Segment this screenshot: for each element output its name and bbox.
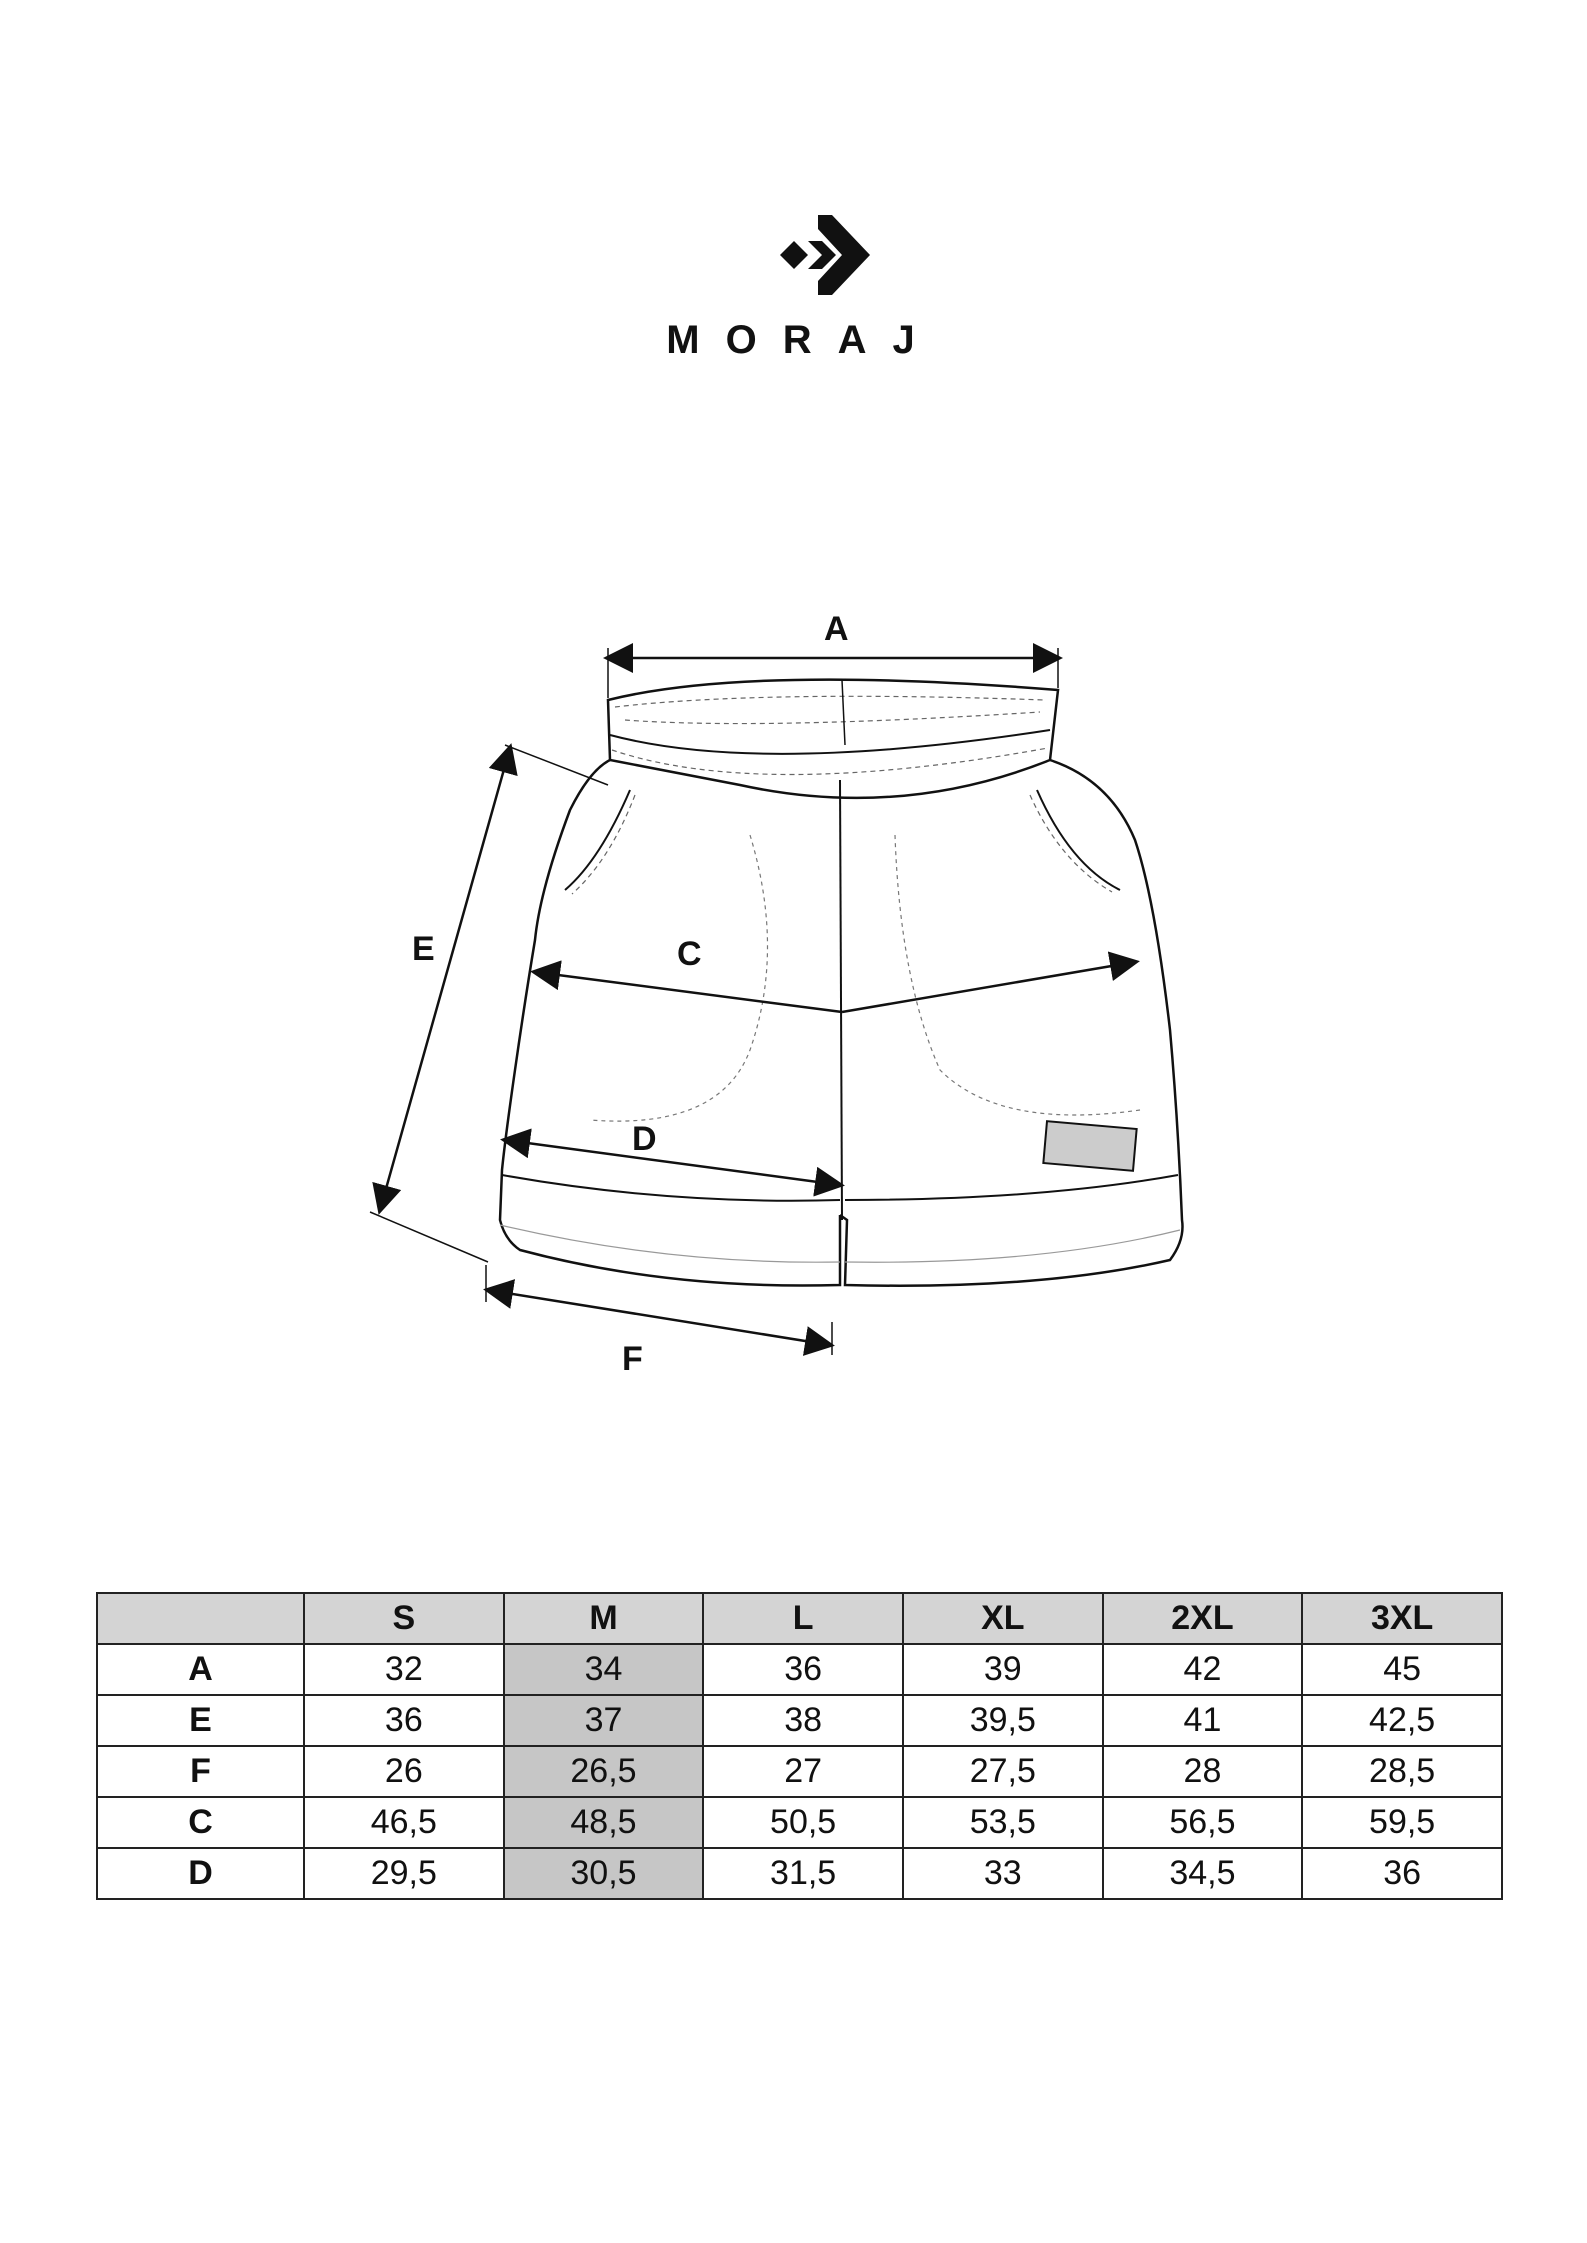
table-cell: 48,5 [504, 1797, 704, 1848]
table-cell: 50,5 [703, 1797, 903, 1848]
table-cell: 59,5 [1302, 1797, 1502, 1848]
table-cell: 39 [903, 1644, 1103, 1695]
header-cell-xl: XL [903, 1593, 1103, 1644]
brand-logo [0, 200, 1587, 380]
table-cell: 32 [304, 1644, 504, 1695]
measure-line-e [380, 748, 510, 1210]
table-cell: 28,5 [1302, 1746, 1502, 1797]
label-c: C [677, 935, 702, 973]
table-cell: 38 [703, 1695, 903, 1746]
table-row [97, 1848, 1502, 1899]
table-row [97, 1797, 1502, 1848]
row-label: E [97, 1695, 304, 1746]
table-cell: 53,5 [903, 1797, 1103, 1848]
table-cell: 33 [903, 1848, 1103, 1899]
table-cell: 26 [304, 1746, 504, 1797]
table-row [97, 1746, 1502, 1797]
row-label: A [97, 1644, 304, 1695]
label-f: F [622, 1340, 643, 1378]
row-label: C [97, 1797, 304, 1848]
table-row [97, 1695, 1502, 1746]
table-cell: 42,5 [1302, 1695, 1502, 1746]
size-table [96, 1592, 1503, 1900]
header-cell-l: L [703, 1593, 903, 1644]
measure-line-d [505, 1140, 840, 1185]
table-cell: 36 [703, 1644, 903, 1695]
table-cell: 28 [1103, 1746, 1303, 1797]
patch-label [1043, 1121, 1136, 1171]
table-cell: 34,5 [1103, 1848, 1303, 1899]
table-cell: 31,5 [703, 1848, 903, 1899]
table-cell: 56,5 [1103, 1797, 1303, 1848]
table-cell: 27,5 [903, 1746, 1103, 1797]
table-cell: 37 [504, 1695, 704, 1746]
table-cell: 34 [504, 1644, 704, 1695]
moraj-logo-icon [780, 215, 870, 295]
header-cell-m: M [504, 1593, 704, 1644]
row-label: F [97, 1746, 304, 1797]
table-cell: 27 [703, 1746, 903, 1797]
table-cell: 39,5 [903, 1695, 1103, 1746]
label-a: A [824, 610, 849, 648]
shorts-diagram [340, 600, 1240, 1380]
row-label: D [97, 1848, 304, 1899]
header-cell-empty [97, 1593, 304, 1644]
header-cell-3xl: 3XL [1302, 1593, 1502, 1644]
table-cell: 29,5 [304, 1848, 504, 1899]
table-cell: 42 [1103, 1644, 1303, 1695]
label-d: D [632, 1120, 657, 1158]
table-cell: 36 [1302, 1848, 1502, 1899]
label-e: E [412, 930, 435, 968]
header-cell-s: S [304, 1593, 504, 1644]
table-row [97, 1644, 1502, 1695]
table-cell: 26,5 [504, 1746, 704, 1797]
brand-name: MORAJ [666, 318, 941, 362]
table-cell: 30,5 [504, 1848, 704, 1899]
header-cell-2xl: 2XL [1103, 1593, 1303, 1644]
table-header-row [97, 1593, 1502, 1644]
table-cell: 36 [304, 1695, 504, 1746]
measure-line-f [488, 1290, 830, 1345]
table-cell: 46,5 [304, 1797, 504, 1848]
measure-line-c [535, 972, 842, 1012]
table-cell: 45 [1302, 1644, 1502, 1695]
table-cell: 41 [1103, 1695, 1303, 1746]
